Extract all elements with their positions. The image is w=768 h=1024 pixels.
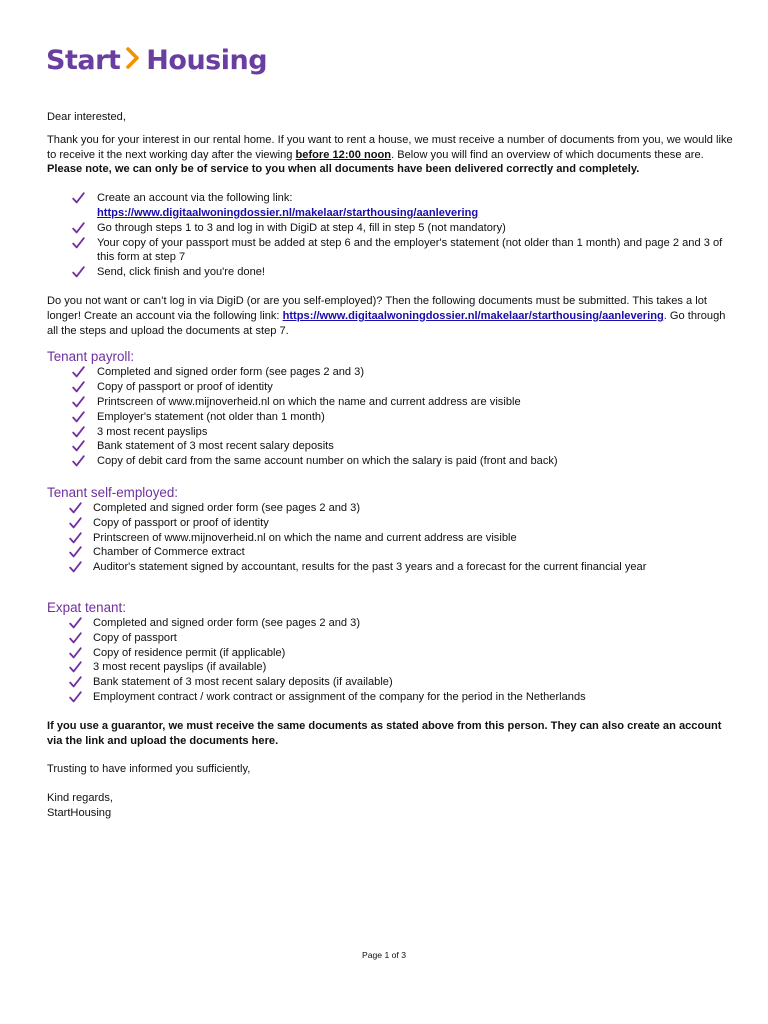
list-item bbox=[47, 560, 737, 575]
intro-text-1: Thank you for your interest in our rental home. If you want to rent a house, we must receive a number of documents from you, we would like to receive it the next working day after the viewing bbox=[47, 133, 733, 161]
greeting: Dear interested, bbox=[47, 111, 126, 123]
checkmark-icon bbox=[72, 455, 85, 467]
regards-line: Kind regards, bbox=[47, 792, 113, 805]
list-item bbox=[47, 365, 737, 380]
list-item bbox=[47, 380, 737, 395]
list-item bbox=[47, 410, 737, 425]
guarantor-text: If you use a guarantor, we must receive the same documents as stated above from this person. They can also create an account via the link and upload the documents here. bbox=[47, 719, 722, 747]
section-heading-payroll: Tenant payroll: bbox=[47, 349, 135, 365]
step-text: Your copy of your passport must be added at step 6 and the employer's statement (not older than 1 month) and page 2 and 3 of this form at step 7 bbox=[97, 236, 723, 264]
step-text: Go through steps 1 to 3 and log in with DigiD at step 4, fill in step 5 (not mandatory) bbox=[97, 221, 506, 234]
list-item-text: Completed and signed order form (see pages 2 and 3) bbox=[97, 366, 365, 379]
deadline-text: before 12:00 noon bbox=[295, 148, 392, 161]
list-item-text: Completed and signed order form (see pages 2 and 3) bbox=[93, 616, 361, 629]
step-text: Send, click finish and you're done! bbox=[97, 266, 266, 279]
list-item-text: Copy of passport bbox=[93, 631, 177, 644]
checkmark-icon bbox=[72, 192, 85, 204]
alternative-text-1: Do you not want or can’t log in via DigiD (or are you self-employed)? Then the following documents must be submitted. This takes a lot longer! Create an account via the following link: bbox=[47, 294, 707, 322]
checkmark-icon bbox=[72, 396, 85, 408]
intro-note: Please note, we can only be of service to you when all documents have been delivered correctly and completely. bbox=[47, 163, 640, 176]
checkmark-icon bbox=[72, 266, 85, 278]
list-item bbox=[47, 425, 737, 440]
list-item bbox=[47, 501, 737, 516]
checkmark-icon bbox=[69, 517, 82, 529]
list-item-text: Completed and signed order form (see pages 2 and 3) bbox=[93, 501, 361, 514]
list-item bbox=[47, 531, 737, 546]
list-item bbox=[47, 616, 737, 631]
alternative-paragraph bbox=[47, 294, 737, 338]
expat-list bbox=[47, 616, 737, 705]
list-item bbox=[47, 454, 737, 469]
intro-paragraph bbox=[47, 133, 737, 177]
logo-word-start: Start bbox=[46, 44, 121, 76]
checkmark-icon bbox=[69, 632, 82, 644]
checkmark-icon bbox=[69, 661, 82, 673]
checkmark-icon bbox=[69, 502, 82, 514]
letter-body bbox=[47, 110, 737, 821]
chevron-right-icon bbox=[126, 45, 140, 76]
list-item-text: Copy of debit card from the same account number on which the salary is paid (front and back) bbox=[97, 455, 558, 468]
checkmark-icon bbox=[69, 691, 82, 703]
list-item-text: Printscreen of www.mijnoverheid.nl on which the name and current address are visible bbox=[97, 395, 521, 408]
alternative-text-2: . Go through all the steps and upload the documents at step 7. bbox=[47, 309, 726, 337]
checkmark-icon bbox=[69, 532, 82, 544]
list-item bbox=[47, 236, 737, 266]
list-item-text: Copy of passport or proof of identity bbox=[93, 516, 269, 529]
list-item-text: Chamber of Commerce extract bbox=[93, 546, 245, 559]
checkmark-icon bbox=[72, 440, 85, 452]
checkmark-icon bbox=[72, 222, 85, 234]
section-heading-expat: Expat tenant: bbox=[47, 599, 126, 615]
list-item-text: Employer's statement (not older than 1 month) bbox=[97, 410, 325, 423]
checkmark-icon bbox=[72, 426, 85, 438]
list-item-text: Bank statement of 3 most recent salary deposits bbox=[97, 440, 334, 453]
digid-account-link[interactable]: https://www.digitaalwoningdossier.nl/makelaar/starthousing/aanlevering bbox=[97, 206, 479, 219]
checkmark-icon bbox=[69, 546, 82, 558]
list-item bbox=[47, 690, 737, 705]
list-item-text: Copy of residence permit (if applicable) bbox=[93, 646, 286, 659]
list-item bbox=[47, 221, 737, 236]
steps-list bbox=[47, 191, 737, 280]
list-item-text: Copy of passport or proof of identity bbox=[97, 381, 273, 394]
checkmark-icon bbox=[69, 647, 82, 659]
signature: StartHousing bbox=[47, 806, 112, 819]
list-item-text: 3 most recent payslips (if available) bbox=[93, 661, 267, 674]
list-item-text: Printscreen of www.mijnoverheid.nl on which the name and current address are visible bbox=[93, 531, 517, 544]
list-item-text: Employment contract / work contract or assignment of the company for the period in the Netherlands bbox=[93, 690, 586, 703]
list-item-text: Bank statement of 3 most recent salary deposits (if available) bbox=[93, 676, 393, 689]
checkmark-icon bbox=[72, 381, 85, 393]
alternative-account-link[interactable]: https://www.digitaalwoningdossier.nl/makelaar/starthousing/aanlevering bbox=[282, 309, 664, 322]
list-item bbox=[47, 545, 737, 560]
payroll-list bbox=[47, 365, 737, 469]
step-text: Create an account via the following link: bbox=[97, 192, 293, 205]
list-item bbox=[47, 191, 737, 221]
logo-word-housing: Housing bbox=[146, 44, 268, 76]
list-item bbox=[47, 439, 737, 454]
list-item bbox=[47, 646, 737, 661]
list-item-text: Auditor's statement signed by accountant, results for the past 3 years and a forecast for the current financial year bbox=[93, 561, 647, 574]
checkmark-icon bbox=[72, 237, 85, 249]
closing-line: Trusting to have informed you sufficiently, bbox=[47, 763, 251, 776]
list-item bbox=[47, 675, 737, 690]
self-employed-list bbox=[47, 501, 737, 575]
page-number: Page 1 of 3 bbox=[362, 950, 406, 960]
list-item bbox=[47, 265, 737, 280]
starthousing-logo bbox=[46, 40, 267, 80]
intro-text-2: . Below you will find an overview of which documents these are. bbox=[391, 148, 704, 161]
guarantor-paragraph bbox=[47, 719, 737, 749]
checkmark-icon bbox=[69, 617, 82, 629]
checkmark-icon bbox=[72, 411, 85, 423]
section-heading-self-employed: Tenant self-employed: bbox=[47, 484, 179, 500]
checkmark-icon bbox=[72, 366, 85, 378]
checkmark-icon bbox=[69, 561, 82, 573]
list-item bbox=[47, 395, 737, 410]
list-item bbox=[47, 631, 737, 646]
list-item-text: 3 most recent payslips bbox=[97, 425, 208, 438]
list-item bbox=[47, 660, 737, 675]
list-item bbox=[47, 516, 737, 531]
checkmark-icon bbox=[69, 676, 82, 688]
